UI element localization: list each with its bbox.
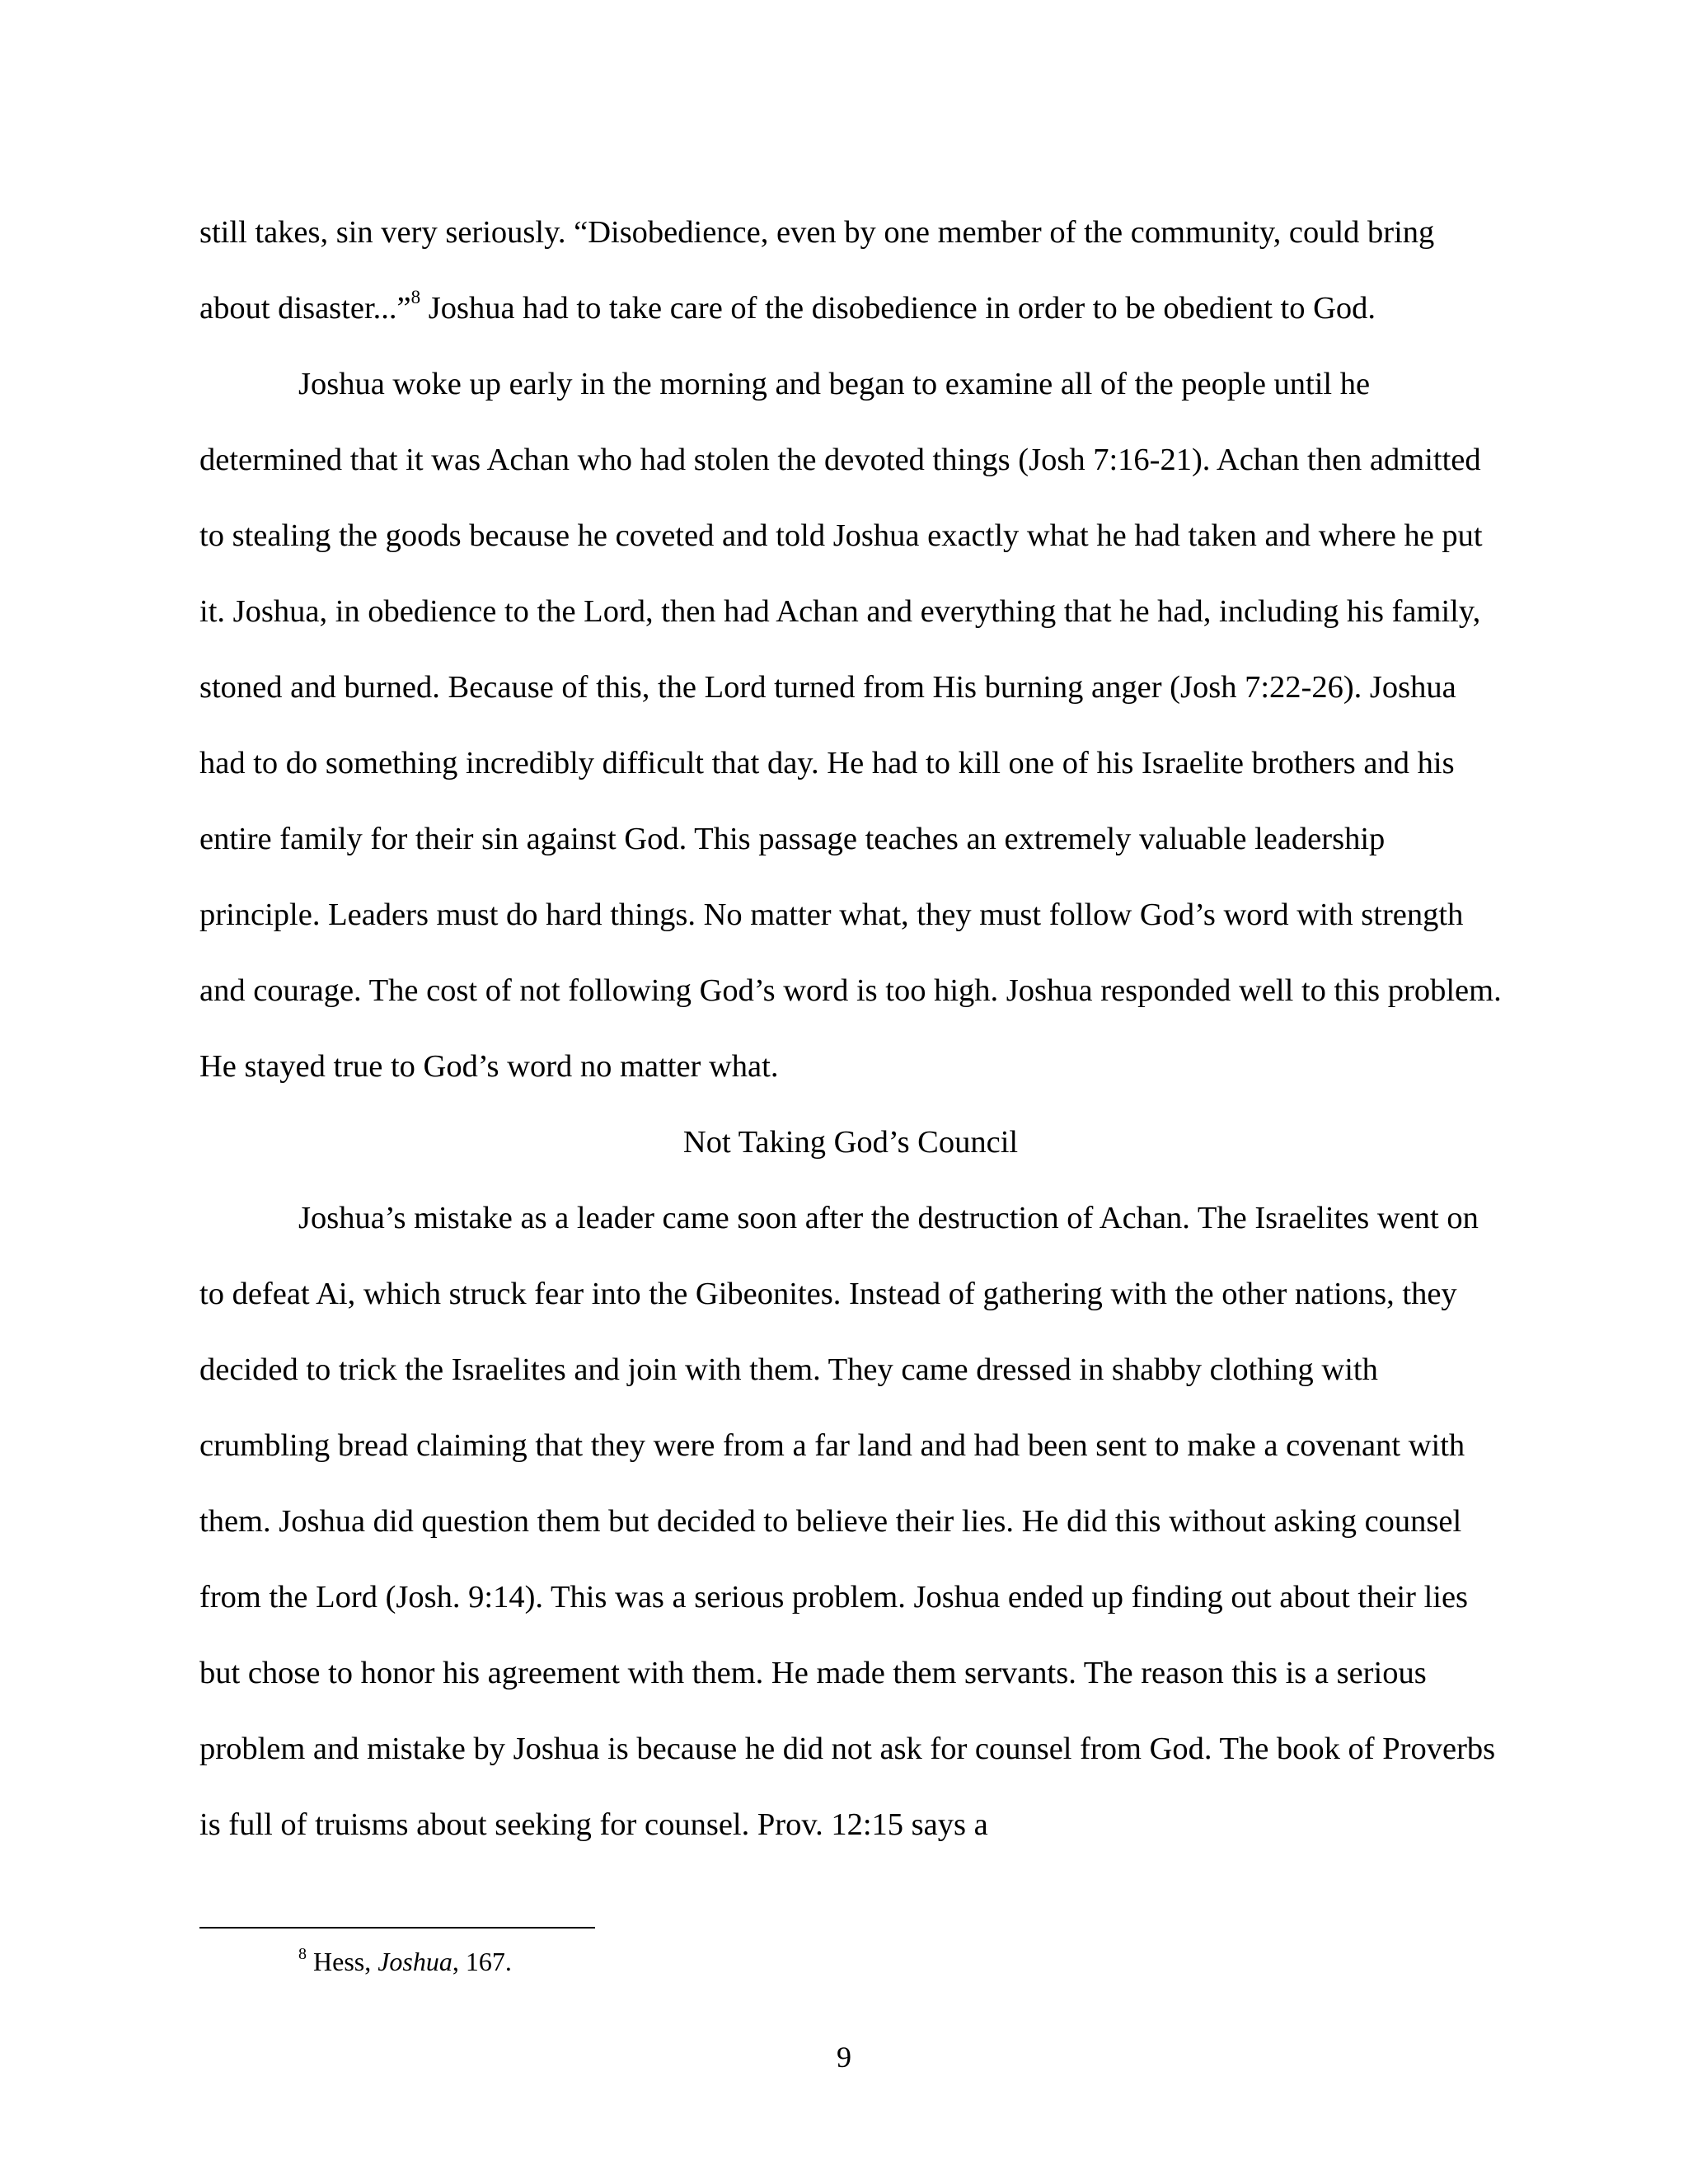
body-text xyxy=(199,194,1502,1863)
footnote-page: , 167. xyxy=(452,1947,512,1976)
page-number: 9 xyxy=(837,2041,851,2074)
paragraph-1 xyxy=(199,194,1502,346)
section-heading: Not Taking God’s Council xyxy=(682,1125,1019,1160)
paragraph-1-text-a: still takes, sin very seriously. “Disobedience, even by one member of the community, could bring about disaster...” xyxy=(199,215,1435,326)
paragraph-3: Joshua’s mistake as a leader came soon after the destruction of Achan. The Israelites went on to defeat Ai, which struck fear into the Gibeonites. Instead of gathering with the other nations, they decided to trick the Israelites and join with them. They came dressed in shabby clothing with crumbling bread claiming that they were from a far land and had been sent to make a covenant with them. Joshua did question them but decided to believe their lies. He did this without asking counsel from the Lord (Josh. 9:14). This was a serious problem. Joshua ended up finding out about their lies but chose to honor his agreement with them. He made them servants. The reason this is a serious problem and mistake by Joshua is because he did not ask for counsel from God. The book of Proverbs is full of truisms about seeking for counsel. Prov. 12:15 says a xyxy=(199,1201,1496,1842)
footnote-reference: 8 xyxy=(410,287,421,308)
footnote-separator xyxy=(199,1927,595,1929)
footnote xyxy=(298,1945,512,1978)
footnote-title: Joshua xyxy=(377,1947,452,1976)
footnote-author: Hess, xyxy=(307,1947,378,1976)
paragraph-1-text-b: Joshua had to take care of the disobedience in order to be obedient to God. xyxy=(420,291,1376,326)
footnote-number: 8 xyxy=(298,1945,307,1964)
paragraph-2: Joshua woke up early in the morning and began to examine all of the people until he determined that it was Achan who had stolen the devoted things (Josh 7:16-21). Achan then admitted to stealing the goods because he coveted and told Joshua exactly what he had taken and where he put it. Joshua, in obedience to the Lord, then had Achan and everything that he had, including his family, stoned and burned. Because of this, the Lord turned from His burning anger (Josh 7:22-26). Joshua had to do something incredibly difficult that day. He had to kill one of his Israelite brothers and his entire family for their sin against God. This passage teaches an extremely valuable leadership principle. Leaders must do hard things. No matter what, they must follow God’s word with strength and courage. The cost of not following God’s word is too high. Joshua responded well to this problem. He stayed true to God’s word no matter what. xyxy=(199,367,1502,1084)
